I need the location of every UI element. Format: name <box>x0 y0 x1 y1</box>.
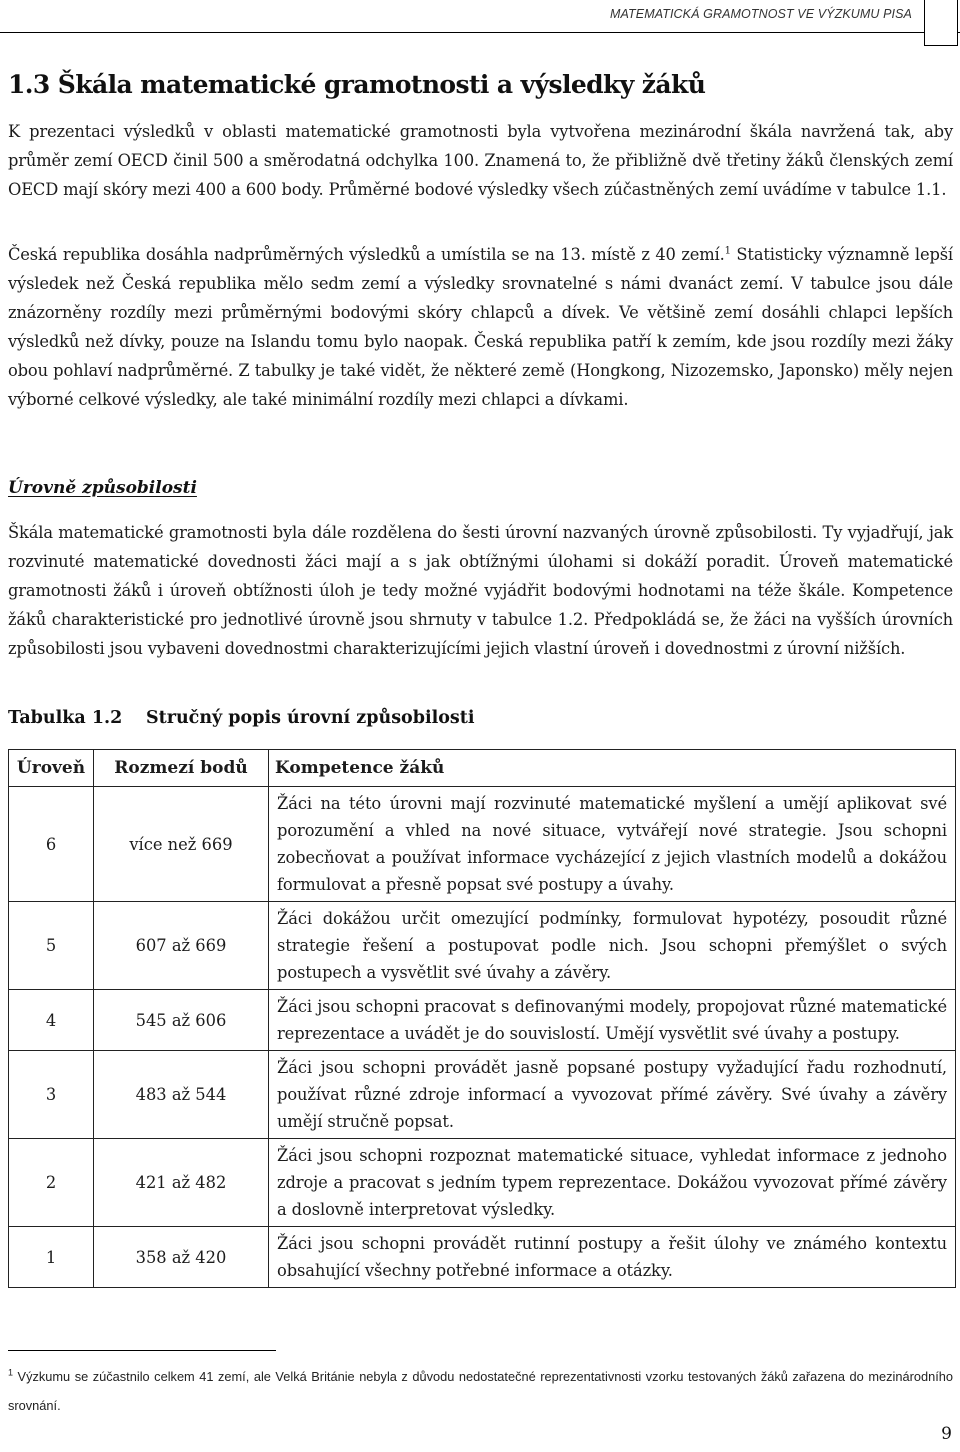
paragraph-levels-intro: Škála matematické gramotnosti byla dále rozdělena do šesti úrovní nazvaných úrovně způsobilosti. Ty vyjadřují, jak rozvinuté matematické dovednosti žáci mají a s jak obtížnými úlohami si dokáží poradit. Úroveň matematické gramotnosti žáků i úroveň obtížnosti úloh je tedy možné vyjádřit bodovými hodnotami na téže škále. Kompetence žáků charakteristické pro jednotlivé úrovně jsou shrnuty v tabulce 1.2. Předpokládá se, že žáci na vyšších úrovních způsobilosti jsou vybaveni dovednostmi charakterizujícími jejich vlastní úroveň i dovednostmi z úrovní nižších. <box>8 523 953 658</box>
paragraph-text: Česká republika dosáhla nadprůměrných výsledků a umístila se na 13. místě z 40 zemí. <box>8 245 725 264</box>
cell-level: 3 <box>9 1051 94 1139</box>
column-header-range: Rozmezí bodů <box>94 750 269 787</box>
cell-range: 607 až 669 <box>94 902 269 990</box>
footnote <box>8 1362 953 1420</box>
table-caption-title: Stručný popis úrovní způsobilosti <box>146 708 475 728</box>
cell-range: 483 až 544 <box>94 1051 269 1139</box>
section-heading: 1.3 Škála matematické gramotnosti a výsledky žáků <box>8 70 706 99</box>
footnote-mark: 1 <box>8 1367 14 1378</box>
cell-competence: Žáci jsou schopni rozpoznat matematické situace, vyhledat informace z jednoho zdroje a pracovat s jedním typem reprezentace. Dokážou vyvozovat přímé závěry a doslovně interpretovat výsledky. <box>269 1139 956 1227</box>
table-row <box>9 787 956 902</box>
table-row <box>9 990 956 1051</box>
cell-range: 421 až 482 <box>94 1139 269 1227</box>
cell-level: 5 <box>9 902 94 990</box>
cell-range: 358 až 420 <box>94 1227 269 1288</box>
paragraph-czech-results <box>8 240 953 414</box>
cell-level: 6 <box>9 787 94 902</box>
table-caption <box>8 708 475 728</box>
cell-competence: Žáci jsou schopni provádět jasně popsané postupy vyžadující řadu rozhodnutí, používat různé zdroje informací a vyvozovat přímé závěry. Své úvahy a závěry umějí stručně popsat. <box>269 1051 956 1139</box>
proficiency-levels-table <box>8 749 956 1288</box>
table-row <box>9 1051 956 1139</box>
cell-competence: Žáci jsou schopni provádět rutinní postupy a řešit úlohy ve známého kontextu obsahující všechny potřebné informace a otázky. <box>269 1227 956 1288</box>
paragraph-scale-intro: K prezentaci výsledků v oblasti matematické gramotnosti byla vytvořena mezinárodní škála navržená tak, aby průměr zemí OECD činil 500 a směrodatná odchylka 100. Znamená to, že přibližně dvě třetiny žáků členských zemí OECD mají skóry mezi 400 a 600 body. Průměrné bodové výsledky všech zúčastněných zemí uvádíme v tabulce 1.1. <box>8 122 953 199</box>
subsection-heading: Úrovně způsobilosti <box>8 478 197 498</box>
table-row <box>9 902 956 990</box>
running-header: MATEMATICKÁ GRAMOTNOST VE VÝZKUMU PISA <box>610 7 912 21</box>
cell-competence: Žáci jsou schopni pracovat s definovanými modely, propojovat různé matematické reprezentace a uvádět je do souvislostí. Umějí vysvětlit své úvahy a postupy. <box>269 990 956 1051</box>
footnote-reference[interactable]: 1 <box>724 245 731 257</box>
cell-competence: Žáci na této úrovni mají rozvinuté matematické myšlení a umějí aplikovat své porozumění a vhled na nové situace, vytvářejí nové strategie. Jsou schopni zobecňovat a používat informace vycházející z jejich vlastních modelů a dokážou formulovat a přesně popsat své postupy a úvahy. <box>269 787 956 902</box>
column-header-competence: Kompetence žáků <box>269 750 956 787</box>
footnote-rule <box>8 1350 276 1351</box>
header-rule <box>0 32 960 33</box>
page-number: 9 <box>941 1424 952 1444</box>
cell-competence: Žáci dokážou určit omezující podmínky, formulovat hypotézy, posoudit různé strategie řešení a postupovat podle nich. Jsou schopni přemýšlet o svých postupech a vysvětlit své úvahy a závěry. <box>269 902 956 990</box>
table-header-row <box>9 750 956 787</box>
table-row <box>9 1139 956 1227</box>
table-row <box>9 1227 956 1288</box>
column-header-level: Úroveň <box>9 750 94 787</box>
corner-tab-decoration <box>924 0 958 46</box>
cell-range: více než 669 <box>94 787 269 902</box>
cell-level: 1 <box>9 1227 94 1288</box>
paragraph-text: Statisticky významně lepší výsledek než Česká republika mělo sedm zemí a výsledky srovnatelné s námi dvanáct zemí. V tabulce jsou dále znázorněny rozdíly mezi průměrnými bodovými skóry chlapců a dívek. Ve většině zemí dosáhli chlapci lepších výsledků než dívky, pouze na Islandu tomu bylo naopak. Česká republika patří k zemím, kde jsou rozdíly mezi žáky obou pohlaví nadprůměrné. Z tabulky je také vidět, že některé země (Hongkong, Nizozemsko, Japonsko) měly nejen výborné celkové výsledky, ale také minimální rozdíly mezi chlapci a dívkami. <box>8 245 953 409</box>
cell-range: 545 až 606 <box>94 990 269 1051</box>
cell-level: 4 <box>9 990 94 1051</box>
footnote-text: Výzkumu se zúčastnilo celkem 41 zemí, ale Velká Británie nebyla z důvodu nedostatečné reprezentativnosti vzorku testovaných žáků zařazena do mezinárodního srovnání. <box>8 1369 953 1413</box>
cell-level: 2 <box>9 1139 94 1227</box>
table-caption-number: Tabulka 1.2 <box>8 708 123 728</box>
